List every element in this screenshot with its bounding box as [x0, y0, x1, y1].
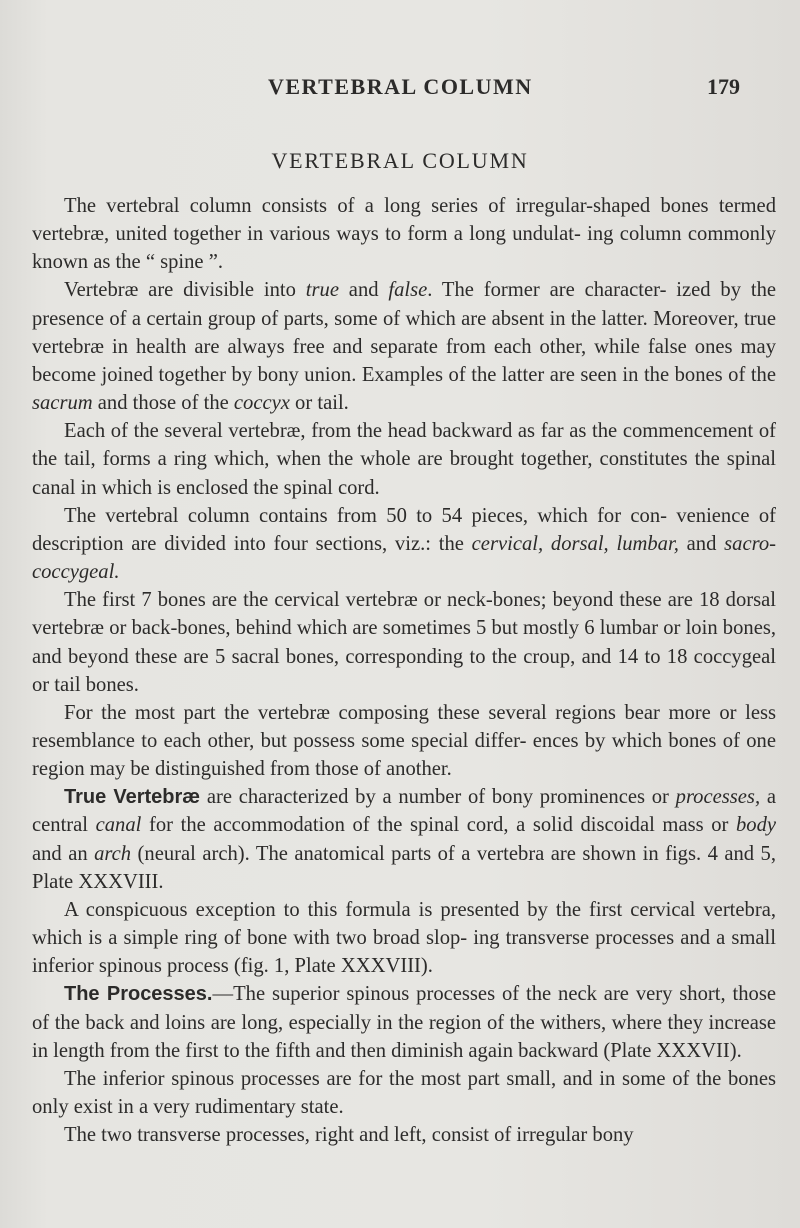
- paragraph: The two transverse processes, right and left, consist of irregular bony: [64, 1124, 634, 1147]
- paragraph: A conspicuous exception to this formula is presented by the first cervical vertebra, which is a simple ring of bone with two broad slop- ing transverse processes and a small inferior spinous process (fig. 1, Plate XXXVIII).: [32, 898, 776, 978]
- italic-term: arch: [94, 842, 132, 865]
- italic-term: false: [388, 279, 428, 302]
- paragraph: The inferior spinous processes are for the most part small, and in some of the bones only exist in a very rudimentary state.: [32, 1067, 776, 1118]
- paragraph: For the most part the vertebræ composing these several regions bear more or less resemblance to each other, but possess some special differ- ences by which bones of one region may be distinguished from those of another.: [32, 701, 776, 781]
- paragraph: Each of the several vertebræ, from the head backward as far as the commencement of the tail, forms a ring which, when the whole are brought together, constitutes the spinal canal in which is enclosed the spinal cord.: [32, 420, 776, 499]
- paragraph: The first 7 bones are the cervical vertebræ or neck-bones; beyond these are 18 dorsal vertebræ or back-bones, behind which are sometimes 5 but mostly 6 lumbar or loin bones, and beyond these are 5 sacral bones, corresponding to the croup, and 14 to 18 coccygeal or tail bones.: [32, 589, 776, 696]
- paragraph: The vertebral column consists of a long series of irregular-shaped bones termed vertebræ, united together in various ways to form a long undulat- ing column commonly known as the “ spine ”.: [32, 195, 776, 274]
- bold-heading: True Vertebræ: [64, 786, 201, 809]
- paragraph: The vertebral column contains from 50 to 54 pieces, which for con- venience of description are divided into four sections, viz.: the cervical, dorsal, lumbar, and sacro-coccygeal.: [32, 504, 777, 584]
- italic-term: canal: [95, 814, 142, 837]
- italic-term: true: [305, 279, 339, 302]
- running-head: [0, 74, 800, 104]
- chapter-title: VERTEBRAL COLUMN: [271, 148, 529, 173]
- body-text: [32, 192, 776, 1149]
- paragraph: Vertebræ are divisible into true and false. The former are character- ized by the presence of a certain group of parts, some of which are absent in the latter. Moreover, true vertebræ in health are always free and separate from each other, while false ones may become joined together by bony union. Examples of the latter are seen in the bones of the sacrum and those of the coccyx or tail.: [32, 279, 777, 415]
- italic-term: sacro-coccygeal.: [32, 532, 777, 584]
- paragraph: True Vertebræ are characterized by a number of bony prominences or processes, a central canal for the accommodation of the spinal cord, a solid discoidal mass or body and an arch (neural arch). The anatomical parts of a vertebra are shown in figs. 4 and 5, Plate XXXVIII.: [32, 786, 777, 893]
- page-number: 179: [707, 74, 740, 99]
- italic-term: cervical, dorsal, lumbar,: [471, 532, 679, 555]
- italic-term: processes,: [675, 786, 761, 809]
- running-head-title: VERTEBRAL COLUMN: [268, 74, 533, 99]
- italic-term: coccyx: [233, 392, 290, 415]
- italic-term: body: [735, 814, 776, 837]
- italic-term: sacrum: [32, 392, 93, 415]
- paragraph: The Processes.—The superior spinous processes of the neck are very short, those of the back and loins are long, especially in the region of the withers, where they increase in length from the first to the fifth and then diminish again backward (Plate XXXVII).: [32, 983, 776, 1062]
- bold-heading: The Processes.: [64, 983, 213, 1006]
